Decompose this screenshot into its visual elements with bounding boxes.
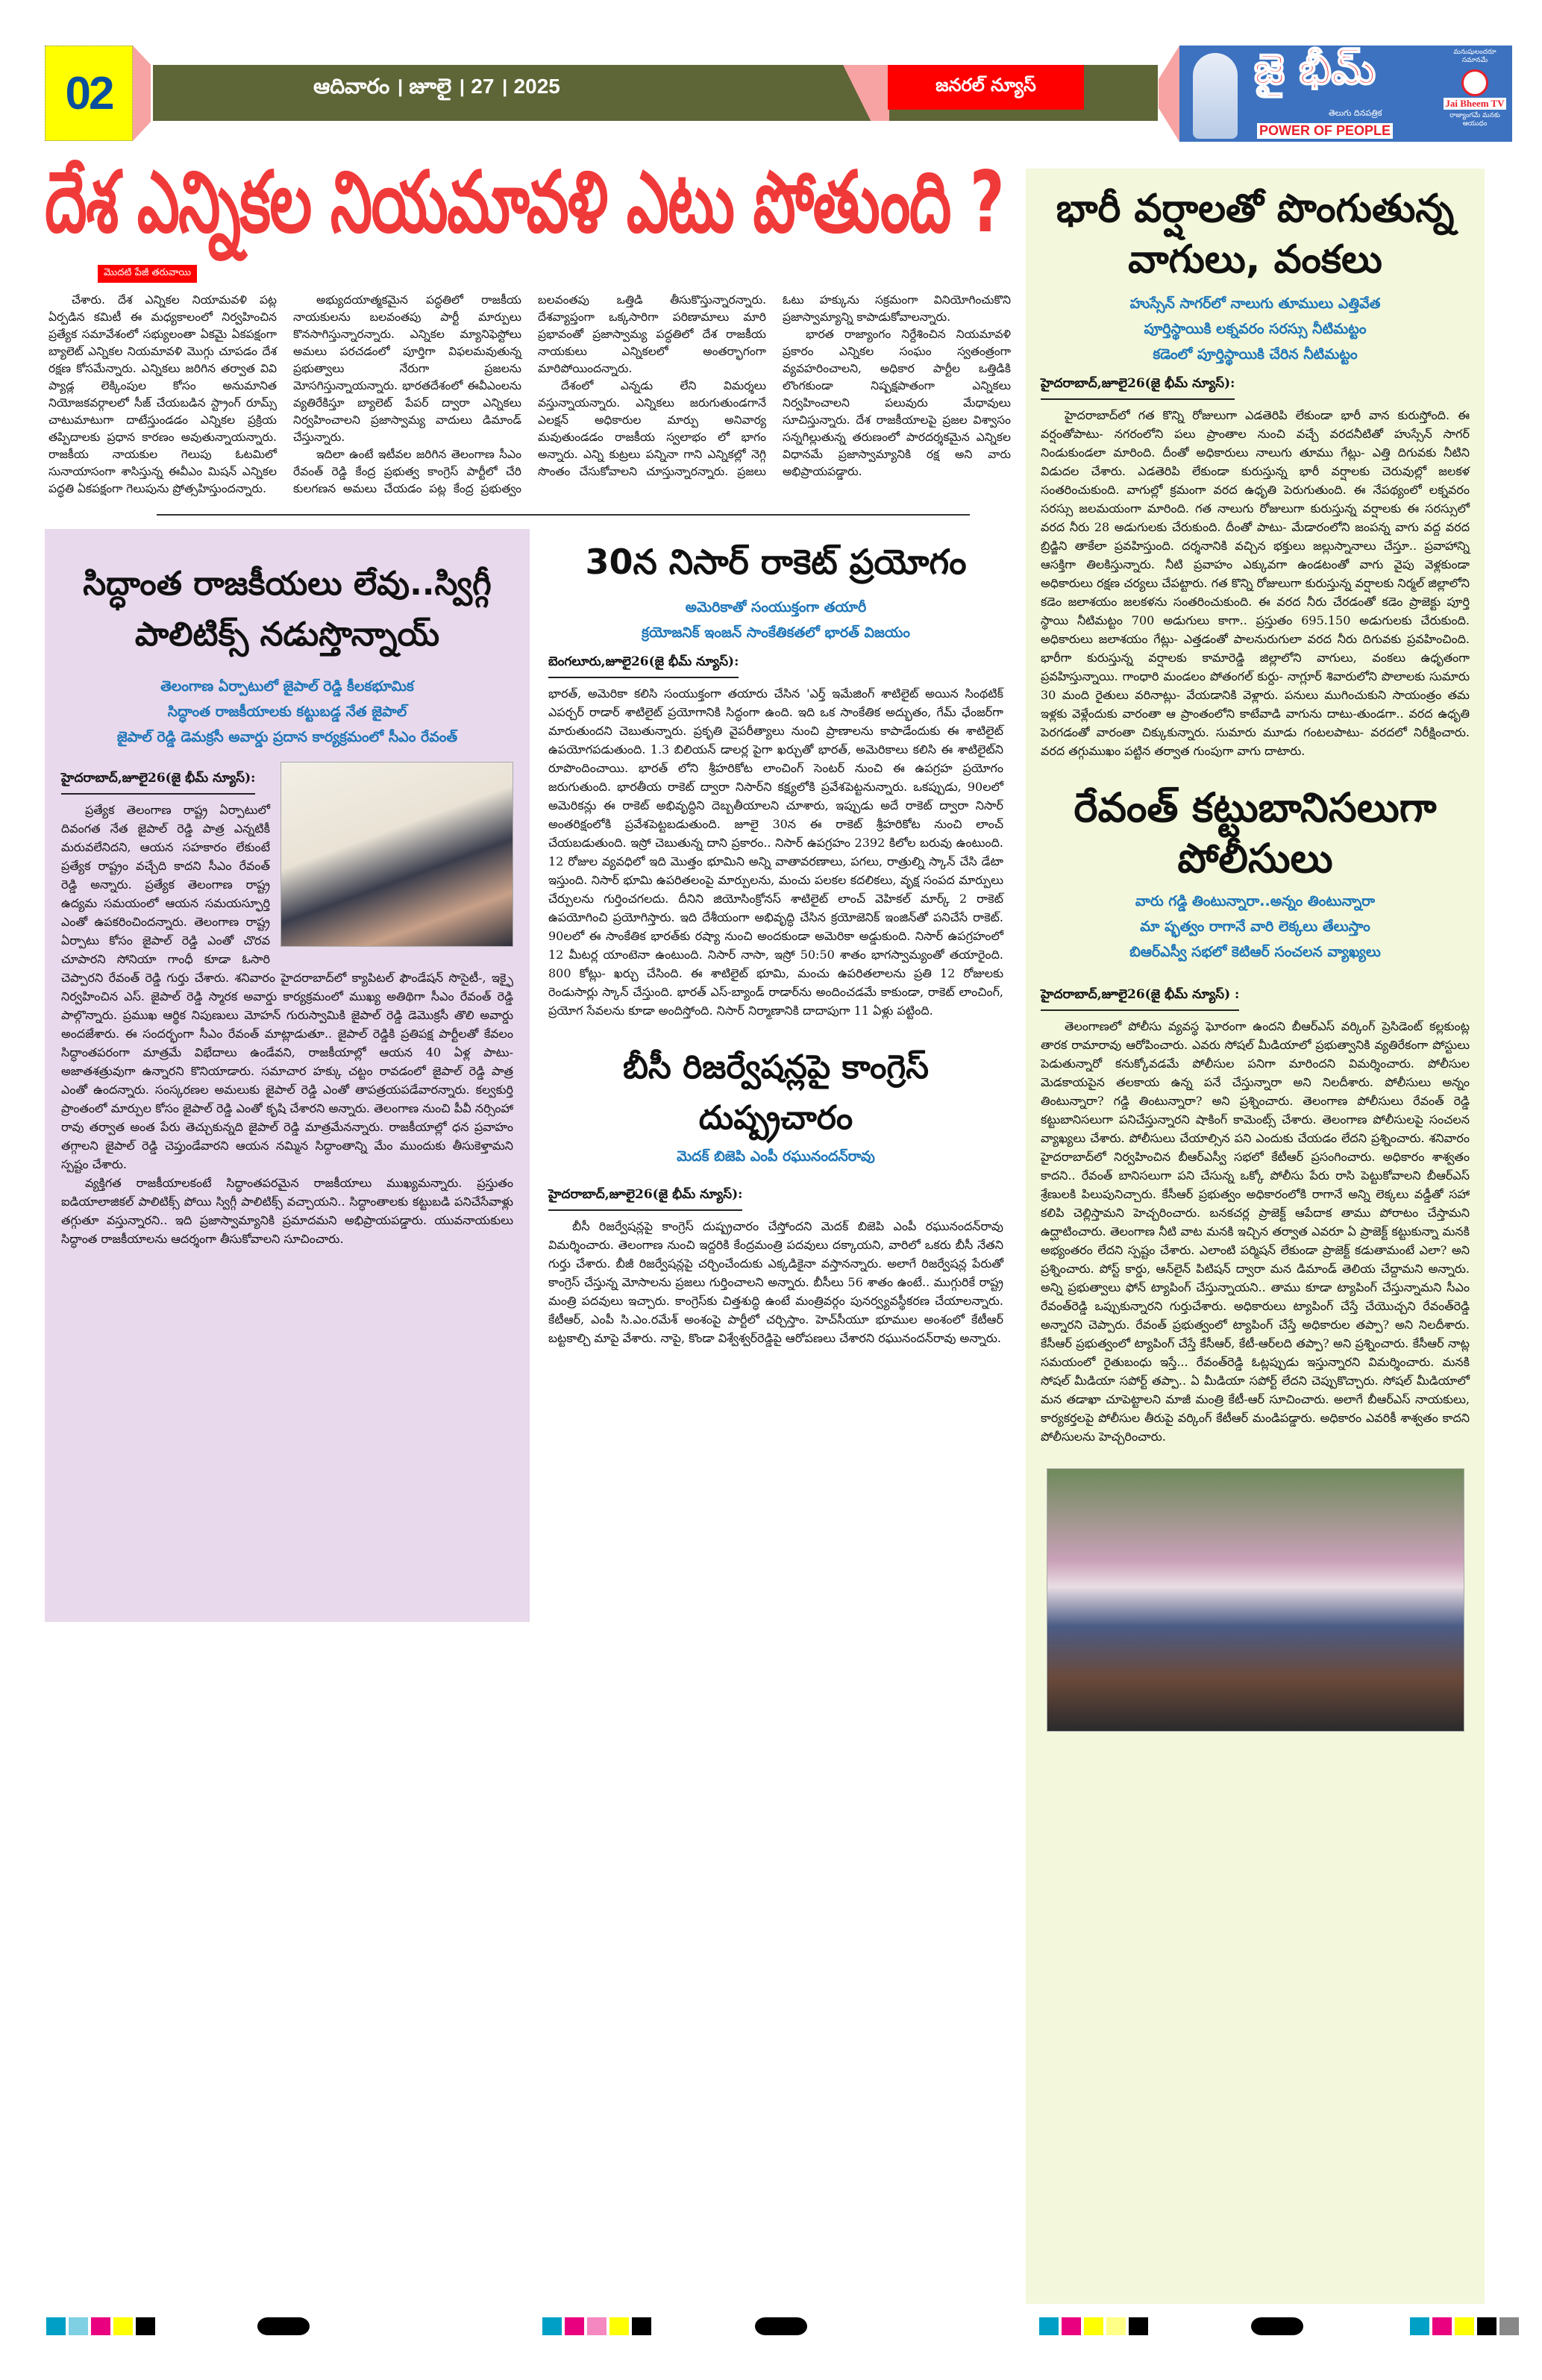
- color-registration-mark: [542, 2317, 651, 2335]
- subhead: అమెరికాతో సంయుక్తంగా తయారీ: [685, 599, 867, 616]
- subhead: జైపాల్ రెడ్డి డెమక్రసీ అవార్డు ప్రదాన కార్యక్రమంలో సీఎం రేవంత్: [116, 729, 458, 745]
- paragraph: భారత రాజ్యాంగం నిర్దేశించిన నియమావళి ప్రకారం ఎన్నికల సంఘం స్వతంత్రంగా వ్యవహరించాలని, అధికార పార్టీల ఒత్తిడికి లొంగకుండా నిష్పక్షపాతంగా ఎన్నికలు నిర్వహించాలని పలువురు మేధావులు సూచిస్తున్నారు. దేశ రాజకీయాలపై ప్రజల విశ్వాసం సన్నగిల్లుతున్న తరుణంలో పారదర్శకమైన ఎన్నికల విధానమే ప్రజాస్వామ్యానికి రక్ష అని వారు అభిప్రాయపడ్డారు.: [783, 328, 1011, 478]
- article-headline: రేవంత్ కట్టుబానిసలుగా పోలీసులు: [1074, 784, 1437, 882]
- page-number: 02: [45, 46, 133, 141]
- nisar-article: [548, 536, 1003, 1020]
- paragraph: దేశంలో ఎన్నడు లేని విమర్శలు వస్తున్నాయన్నారు. ఎన్నికలు జరుగుతుండగానే ఎలక్షన్ అధికారుల మార్పు అనివార్య మవుతుండడం రాజకీయ స్వలాభం లో భాగం అన్నారు. ఎన్ని కుట్రలు పన్నినా గాని ఎన్నికల్లో నెగ్గి సొంతం చేసుకోవాలని చూస్తున్నారన్నారు. ప్రజలు ఓటు హక్కును సక్రమంగా వినియోగించుకొని ప్రజాస్వామ్యాన్ని కాపాడుకోవాలన్నారు.: [538, 293, 1011, 478]
- main-headline: దేశ ఎన్నికల నియమావళి ఎటు పోతుంది ?: [45, 153, 1003, 252]
- dateline: హైదరాబాద్,జూలై26(జై భీమ్ న్యూస్):: [1041, 376, 1235, 400]
- paragraph: భారత్, అమెరికా కలిసి సంయుక్తంగా తయారు చేసిన 'ఎర్త్ ఇమేజింగ్ శాటిలైట్ అయిన సింథటిక్ ఎపర్చర్ రాడార్ శాటిలైట్ ప్రయోగానికి సిద్ధంగా ఉంది. ఇది ఒక సాంకేతిక అద్భుతం, గేమ్ ఛేంజర్‌గా మారుతుందని చెబుతున్నారు. ప్రకృతి వైపరీత్యాలు నుంచి ప్రాణాలను కాపాడేందుకు ఈ శాటిలైట్ ఉపయోగపడుతుంది. 1.3 బిలియన్ డాలర్ల పైగా ఖర్చుతో భారత్, అమెరికాలు కలిసి ఈ శాటిలైట్‌ని రూపొందించాయి. భారత్ లోని శ్రీహరికోట లాంచింగ్ సెంటర్ నుంచి ఈ ఉపగ్రహ ప్రయోగం జరుగుతుంది. భారతీయ రాకెట్ ద్వారా నిసార్‌ని కక్ష్యలోకి ప్రవేశపెట్టనున్నారు. ఒకప్పుడు, 90లలో అమెరికన్లు ఈ రాకెట్ అభివృద్ధిని దెబ్బతీయాలని చూశారు, ఇప్పుడు అదే రాకెట్ ద్వారా నిసార్ అంతరిక్షంలోకి ప్రవేశపెట్టబడుతుంది. జూలై 30న ఈ రాకెట్ శ్రీహరికోట నుంచి లాంచ్ చేయబడుతుంది. ఇస్రో చెబుతున్న దాని ప్రకారం.. నిసార్ ఉపగ్రహం 2392 కిలోల బరువు ఉంటుంది. 12 రోజుల వ్యవధిలో ఇది మొత్తం భూమిని అన్ని వాతావరణాలు, పగలు, రాత్రుల్ని స్కాన్ చేసి డేటా ఇస్తుంది. నిసార్ భూమి ఉపరితలంపై మార్పులను, మంచు పలకల కదలికలు, వృక్ష సంపద మార్పులు చేర్పులను గుర్తించగలదు. దీనిని జియోసింక్రోనస్ శాటిలైట్ లాంచ్ వెహికల్ మార్క్ 2 రాకెట్ ఉపయోగించి ప్రయోగిస్తారు. ఇది దేశీయంగా అభివృద్ధి చేసిన క్రయోజెనిక్ ఇంజిన్‌తో పనిచేసే రాకెట్. 90లలో ఈ సాంకేతిక భారత్‌కు రష్యా నుంచి అందకుండా అమెరికా అడ్డుకుంది. నిసార్ ఉపగ్రహంలో 12 మీటర్ల యాంటెనా ఉంటుంది. నిసార్ నాసా, ఇస్రో 50:50 శాతం భాగస్వామ్యంతో తయారైంది. 800 కోట్లు- ఖర్చు చేసింది. ఈ శాటిలైట్ భూమి, మంచు ఉపరితలాలను ప్రతి 12 రోజులకు రెండుసార్లు స్కాన్ చేస్తుంది. భారత్ ఎస్-బ్యాండ్ రాడార్‌ను అందించడమే కాకుండా, రాకెట్ లాంచింగ్, ప్రయోగ సేవలను కూడా అందిస్తోంది. నిసార్ నిర్మాణానికి దాదాపుగా 11 ఏళ్లు పట్టింది.: [548, 686, 1003, 1018]
- color-registration-mark: [1039, 2317, 1148, 2335]
- rain-article: [1041, 184, 1470, 760]
- registration-target: [257, 2317, 310, 2335]
- dateline: హైదరాబాద్,జూలై26(జై భీమ్ న్యూస్):: [61, 771, 255, 795]
- logo-side-bottom: రాజ్యాంగమే మనకు ఆయుధం: [1449, 112, 1500, 128]
- issue-date: ఆదివారం । జూలై । 27 । 2025: [313, 75, 560, 98]
- subhead: మెదక్ బిజెపి ఎంపీ రఘునందన్‌రావు: [677, 1148, 875, 1165]
- paragraph: ప్రత్యేక తెలంగాణ రాష్ట్ర ఏర్పాటులో దివంగత నేత జైపాల్ రెడ్డి పాత్ర ఎన్నటికీ మరువలేనిదని, ఆయన సహకారం లేకుంటే ప్రత్యేక రాష్ట్రం వచ్చేది కాదని సీఎం రేవంత్ రెడ్డి అన్నారు. ప్రత్యేక తెలంగాణ రాష్ట్ర ఉద్యమ సమయంలో ఆయన సమయస్ఫూర్తి ఎంతో ఉపకరించిందన్నారు. తెలంగాణ రాష్ట్ర ఏర్పాటు కోసం జైపాల్ రెడ్డి ఎంతో చొరవ చూపారని సోనియా గాంధీ కూడా ఓసారి చెప్పారని రేవంత్ రెడ్డి గుర్తు చేశారు. శనివారం హైదరాబాద్‌లో క్యాపిటల్ ఫౌండేషన్ సొసైటీ-, ఇక్ఫై నిర్వహించిన ఎస్. జైపాల్ రెడ్డి స్మారక అవార్డు కార్యక్రమంలో ముఖ్య అతిథిగా సీఎం రేవంత్ రెడ్డి పాల్గొన్నారు. ప్రముఖ ఆర్థిక నిపుణులు మోహన్ గురుస్వామికి జైపాల్ రెడ్డి డెమొక్రసీ తొలి అవార్డు అందజేశారు. ఈ సందర్భంగా సీఎం రేవంత్ మాట్లాడుతూ.. జైపాల్ రెడ్డికి ప్రతిపక్ష పార్టీలతో కేవలం సిద్ధాంతపరంగా మాత్రమే విభేదాలు ఉండేవని, రాజకీయాల్లో ఆయన 40 ఏళ్ల పాటు- అజాతశత్రువుగా ఉన్నారని కొనియాడారు. సమాచార హక్కు చట్టం రావడంలో జైపాల్ రెడ్డి పాత్ర ఎంతో ఉందన్నారు. సంస్కరణల అమలుకు జైపాల్ రెడ్డి ఎంతో తాపత్రయపడేవారన్నారు. కల్వకుర్తి ప్రాంతంలో మార్పుల కోసం జైపాల్ రెడ్డి ఎంతో కృషి చేశారని అన్నారు. తెలంగాణ నుంచి పీవీ నర్సింహా రావు తర్వాత అంత పేరు తెచ్చుకున్నది జైపాల్ రెడ్డి మాత్రమేనన్నారు. రాజకీయాల్లో ధన ప్రవాహం తగ్గాలని జైపాల్ రెడ్డి చెప్తుండేవారని ఆయన నమ్మిన సిద్ధాంతాన్ని మేం ముందుకు తీసుకెళ్తామని స్పష్టం చేశారు.: [61, 803, 513, 1171]
- color-registration-mark: [46, 2317, 155, 2335]
- section-label: జనరల్ న్యూస్: [888, 65, 1084, 110]
- right-column: [1026, 169, 1485, 2304]
- logo-side: [1441, 48, 1509, 128]
- paragraph: ఇదిలా ఉంటే ఇటీవల జరిగిన తెలంగాణ సీఎం రేవంత్ రెడ్డి కేంద్ర ప్రభుత్వ కాంగ్రెస్ పార్టీలో చేరి కులగణన అమలు చేయడం పట్ల కేంద్ర ప్రభుత్వం బలవంతపు ఒత్తిడి తీసుకొస్తున్నారన్నారు. దేశవ్యాప్తంగా ఒక్కసారిగా పరిణామాలు మారి ప్రభావంతో ప్రజాస్వామ్య పద్ధతిలో దేశ రాజకీయ నాయకులు ఎన్నికలలో అంతర్భాగంగా మారిపోయిందన్నారు.: [293, 293, 766, 495]
- subhead: పూర్తిస్థాయికి లక్నవరం సరస్సు నీటిమట్టం: [1144, 321, 1367, 337]
- subhead: సిద్ధాంత రాజకీయాలకు కట్టుబడ్డ నేత జైపాల్: [167, 704, 407, 720]
- swiggy-article: [45, 529, 530, 1622]
- subhead: కడెంలో పూర్తిస్థాయికి చేరిన నీటిమట్టం: [1153, 346, 1358, 363]
- color-registration-mark: [1410, 2317, 1519, 2335]
- paragraph: అభ్యుదయాత్మకమైన పద్ధతిలో రాజకీయ నాయకులను బలవంతపు పార్టీ మార్పులు కొనసాగిస్తున్నారన్నారు. ఎన్నికల మ్యానిఫెస్టోలు అమలు పరచడంలో పూర్తిగా విఫలమవుతున్న ప్రభుత్వాలు నేరుగా ప్రజలను మోసగిస్తున్నాయన్నారు. భారతదేశంలో ఈవీఎంలను వ్యతిరేకిస్తూ బ్యాలెట్ పేపర్ ద్వారా ఎన్నికలు నిర్వహించాలని ప్రజాస్వామ్య వాదులు డిమాండ్ చేస్తున్నారు.: [293, 293, 521, 444]
- dateline: హైదరాబాద్,జూలై26(జై భీమ్ న్యూస్) :: [1041, 987, 1239, 1011]
- article-headline: సిద్ధాంత రాజకీయలు లేవు..స్విగ్గీ పాలిటిక్స్ నడుస్తొన్నాయ్: [83, 565, 492, 654]
- logo-tagline: తెలుగు దినపత్రిక: [1329, 108, 1382, 118]
- bottom-row: [45, 529, 1011, 1622]
- registration-target: [755, 2317, 807, 2335]
- continued-tag: మొదటి పేజీ తరువాయి: [98, 265, 197, 283]
- logo-side-top: మనుషులందరూ సమానమే: [1453, 48, 1496, 64]
- article-headline: బీసీ రిజర్వేషన్లపై కాంగ్రెస్ దుష్ప్రచారం: [622, 1048, 929, 1137]
- logo-tv: Jai Bheem TV: [1445, 98, 1505, 109]
- main-article-body: [48, 292, 1011, 498]
- main-headline-wrap: [45, 153, 1007, 265]
- logo-slogan: POWER OF PEOPLE: [1257, 123, 1393, 139]
- left-area: [45, 153, 1011, 1622]
- tv-emblem-icon: [1461, 69, 1488, 96]
- newspaper-logo: [1179, 46, 1512, 142]
- paragraph: తెలంగాణలో పోలీసు వ్యవస్థ ఘోరంగా ఉందని బీఆర్ఎస్ వర్కింగ్ ప్రెసిడెంట్ కల్లకుంట్ల తారక రామారావు ఆరోపించారు. ఎవరు సోషల్ మీడియాలో ప్రభుత్వానికి వ్యతిరేకంగా పోస్టులు పెడుతున్నారో కనుక్కోవడమే పోలీసుల పనిగా మారిందని విమర్శించారు. పోలీసుల మెడకాయపైన తలకాయ ఉన్న పనే చేస్తున్నారా అని నిలదీశారు. పోలీసులు అన్నం తింటున్నారా? గడ్డి తింటున్నారా? అని ప్రశ్నించారు. తెలంగాణ పోలీసులు రేవంత్ రెడ్డి కట్టుబానిసలుగా పనిచేస్తున్నారని షాకింగ్ కామెంట్స్ చేశారు. తెలంగాణ పోలీసులపై సంచలన వ్యాఖ్యలు చేశారు. పోలీసులు చేయాల్సిన పని ఎందుకు చేయడం లేదని ప్రశ్నించారు. శనివారం హైదరాబాద్‌లో నిర్వహించిన బీఆర్ఎస్వీ సభలో కేటీఆర్ ప్రసంగించారు. అధికారం శాశ్వతం కాదని.. రేవంత్ బానిసలుగా పని చేసున్న ఒక్కో పోలీసు పేరు రాసి పెట్టుకోవాలని బీఆర్ఎస్ శ్రేణులకి పిలుపునిచ్చారు. కేసీఆర్ ప్రభుత్వం అధికారంలోకి రాగానే అన్ని లెక్కలు వడ్డీతో సహా కలిపి చెల్లిస్తామని హెచ్చరించారు. బనకచర్ల ప్రాజెక్ట్ ఆపేదాక తాము పోరాటం చేస్తామని ఉద్ఘాటించారు. తెలంగాణ నీటి వాట మనకి ఇచ్చిన తర్వాత ఎవరూ ఏ ప్రాజెక్ట్ కట్టుకున్నా మనకి అభ్యంతరం లేదని స్పష్టం చేశారు. ఎలాంటి పర్మిషన్ లేకుండా ప్రాజెక్ట్ కడుతామంటే ఎలా? అని ప్రశ్నించారు. పోస్ట్ కార్డు, ఆన్‌లైన్ పిటిషన్ ద్వారా మన డిమాండ్ తెలియ చేద్దామని అన్నారు. అన్ని ప్రభుత్వాలు ఫోన్ ట్యాపింగ్ చేస్తున్నాయని.. తాము కూడా ట్యాపింగ్ చేస్తున్నామని సీఎం రేవంత్‌రెడ్డి ఒప్పుకున్నారని గుర్తుచేశారు. అధికారులు ట్యాపింగ్ చేస్తే చేయొచ్చని రేవంత్‌రెడ్డి అన్నారని చెప్పారు. రేవంత్ ప్రభుత్వంలో ట్యాపింగ్ చేస్తే అధికారుల తప్పా? అని నిలదీశారు. కేసీఆర్ ప్రభుత్వంలో ట్యాపింగ్ చేస్తే కేసీఆర్, కేటీ-ఆర్‌లది తప్పా? అని ప్రశ్నించారు. కేసీఆర్ నాట్ల సమయంలో రైతుబంధు ఇస్తే... రేవంత్‌రెడ్డి ఓట్లప్పుడు ఇస్తున్నారని విమర్శించారు. మనకి సోషల్ మీడియా సపోర్ట్ తప్పా.. ఏ మీడియా సపోర్ట్ లేదని చెప్పుకొచ్చారు. సోషల్ మీడియాలో మన తడాఖా చూపెట్టాలని మాజీ మంత్రి కేటీ-ఆర్ సూచించారు. అలాగే బీఆర్ఎస్ నాయకులు, కార్యకర్తలపై పోలీసుల తీరుపై వర్కింగ్ కేటీఆర్ మండిపడ్డారు. అధికారం ఎవరికీ శాశ్వతం కాదని పోలీసులను హెచ్చరించారు.: [1041, 1019, 1470, 1444]
- subhead: హుస్సేన్ సాగర్‌లో నాలుగు తూములు ఎత్తివేత: [1129, 295, 1381, 312]
- paragraph: వ్యక్తిగత రాజకీయాలకంటే సిద్ధాంతపరమైన రాజకీయాలు ముఖ్యమన్నారు. ప్రస్తుతం ఐడియాలాజికల్ పాలిటిక్స్ పోయి స్విగ్గీ పాలిటిక్స్ వచ్చాయని.. సిద్ధాంతాలకు కట్టుబడి పనిచేసేవాళ్లు తగ్గుతూ వస్తున్నారని.. ఇది ప్రజాస్వామ్యానికి ప్రమాదమని అభిప్రాయపడ్డారు. యువనాయకులు సిద్ధాంత రాజకీయాలను ఆదర్శంగా తీసుకోవాలని సూచించారు.: [61, 1176, 513, 1246]
- subhead: తెలంగాణ ఏర్పాటులో జైపాల్ రెడ్డి కీలకభూమిక: [160, 678, 414, 695]
- divider: [157, 514, 970, 516]
- dateline: హైదరాబాద్,జూలై26(జై భీమ్ న్యూస్):: [548, 1187, 742, 1211]
- bc-reservation-article: [548, 1042, 1003, 1347]
- subhead: క్రయోజనిక్ ఇంజన్ సాంకేతికతలో భారత్ విజయం: [642, 624, 910, 641]
- article-headline: భారీ వర్షాలతో పొంగుతున్న వాగులు, వంకలు: [1056, 187, 1455, 282]
- paragraph: బీసీ రిజర్వేషన్లపై కాంగ్రెస్ దుష్ప్రచారం చేస్తోందని మెదక్ బిజెపి ఎంపీ రఘునందన్‌రావు విమర్శించారు. తెలంగాణ నుంచి ఇద్దరికి కేంద్రమంత్రి పదవులు దక్కాయని, వారిలో ఒకరు బీసీ నేతని గుర్తు చేశారు. బీజీ రిజర్వేషన్లపై చర్చించేందుకు ఎక్కడికైనా వస్తానన్నారు. అలాగే రిజర్వేషన్ల పేరుతో కాంగ్రెస్ చేస్తున్న మోసాలను ప్రజలు గుర్తించాలని అన్నారు. బీసీలు 56 శాతం ఉంటే.. ముగ్గురికే రాష్ట్ర మంత్రి పదవులు ఇచ్చారు. కాంగ్రెస్‌కు చిత్తశుద్ధి ఉంటే మంత్రివర్గం పునర్వ్యవస్థీకరణ చేయాలన్నారు. కేటీఆర్, ఎంపీ సి.ఎం.రమేశ్ అంశంపై పార్టీలో చర్చిస్తాం. హెచ్‌సీయూ భూముల అంశంలో కేటీఆర్ బట్టకాల్చి మాపై వేశారు. నాపై, కొండా విశ్వేశ్వర్‌రెడ్డిపై ఆరోపణలు చేశారని రఘునందన్‌రావు అన్నారు.: [548, 1219, 1003, 1345]
- subhead: బిఆర్ఎస్వీ సభలో కెటిఆర్ సంచలన వ్యాఖ్యలు: [1129, 944, 1381, 960]
- award-ceremony-photo: [280, 762, 513, 947]
- ktr-rally-photo: [1047, 1468, 1464, 1732]
- police-article: [1041, 783, 1470, 1446]
- dateline: బెంగలూరు,జూలై26(జై భీమ్ న్యూస్):: [548, 654, 739, 678]
- article-headline: 30న నిసార్ రాకెట్ ప్రయోగం: [585, 542, 967, 582]
- page-number-arrow: [133, 46, 151, 141]
- paragraph: చేశారు. దేశ ఎన్నికల నియామవళి పట్ల ఏర్పడిన కమిటీ ఈ మధ్యకాలంలో నిర్వహించిన ప్రత్యేక సమావేశంలో సభ్యులంతా ఏకమై ఏకపక్షంగా బ్యాలెట్ ఎన్నికల నియమావళి మొగ్గు చూపడం దేశ రక్షణ కోసమేన్నారు. ఎన్నికలు జరిగిన తర్వాత వివి ప్యాడ్ల లెక్కింపుల కోసం అనుమానిత నియోజకవర్గాలలో సీజ్ చేయబడిన స్ట్రాంగ్ రూమ్స్ చాటుమాటుగా దాటేస్తుండడం ఎన్నికల ప్రక్రియ తప్పిదాలకు ప్రధాన కారణం అవుతున్నాయన్నారు. రాజకీయ నాయకుల గెలుపు ఓటమిలో సునాయాసంగా శాసిస్తున్న ఈవీఎం మిషన్ ఎన్నికల పద్ధతి ఏకపక్షంగా గెలుపును ప్రోత్సహిస్తుందన్నారు.: [48, 293, 277, 495]
- logo-arrow: [1159, 46, 1179, 142]
- subhead: మా ప్భత్వం రాగానే వారి లెక్కలు తేలుస్తాం: [1140, 918, 1370, 935]
- logo-name: జై భీమ్: [1254, 46, 1376, 94]
- paragraph: హైదరాబాద్‌లో గత కొన్ని రోజులుగా ఎడతెరిపి లేకుండా భారీ వాన కురుస్తోంది. ఈ వర్షంతోపాటు- నగరంలోని పలు ప్రాంతాల నుంచి వచ్చే వరదనీటితో హుస్సేన్ సాగర్ నిండుకుండలా మారింది. దీంతో అధికారులు నాలుగు తూము గేట్లు- ఎత్తి దిగువకు నీటిని విడుదల చేశారు. ఎడతెరిపి లేకుండా కురుస్తున్న భారీ వర్షాలకు చెరువుల్లో జలకళ సంతరించుకుంది. వాగుల్లో క్రమంగా వరద ఉధృతి పెరుగుతుంది. ఈ నేపథ్యంలో లక్నవరం సరస్సు జలమయంగా మారింది. గత నాలుగు రోజులుగా కురుస్తున్న వర్షాలకు ఈ సరస్సులో వరద నీరు 28 అడుగులకు చేరుకుంది. దీంతో పాటు- మేడారంలోని జంపన్న వాగు వద్ద వరద బ్రిడ్జిని తాకేలా ప్రవహిస్తుంది. దర్శనానికి వచ్చిన భక్తులు జల్లుస్నానాలు చేస్తూ.. ప్రవాహాన్ని ఆసక్తిగా తిలకిస్తున్నారు. నీటి ప్రవాహం ఎక్కువగా ఉండటంతో వాగు వైపు వెళ్లకుండా అధికారులు రక్షణ చర్యలు చేపట్టారు. గత కొన్ని రోజులుగా కురుస్తున్న వర్షాలకు నిర్మల్ జిల్లాలోని కడెం జలాశయం జలకళను సంతరించుకుంది. ఈ వరద నీరు చేరడంతో కడెం ప్రాజెక్టు పూర్తి స్థాయి నీటిమట్టం 700 అడుగులు కాగా.. ప్రస్తుతం 695.150 అడుగులకు చేరుకుంది. అధికారులు జలాశయం గేట్లు- ఎత్తడంతో పాలనురుగులా వరద నీరు దిగువకు ప్రవహించింది. భారీగా కురుస్తున్న వర్షాలకు కామారెడ్డి జిల్లాలోని వాగులు, వంకలు ఉధృతంగా ప్రవహిస్తున్నాయి. గాంధారి మండలం పోతంగల్ కుర్దు- నాగ్లూర్ శివారులోని పొలాలకు సుమారు 30 మంది రైతులు వరినాట్లు- వేయడానికి వెళ్లారు. పనులు ముగించుకుని సాయంత్రం తమ ఇళ్లకు వెళ్లేందుకు వారంతా ఆ ప్రాంతంలోని కాటేవాడి వాగును దాటు-తుండగా.. వరద ఉధృతి పెరగడంతో వారంతా చిక్కుకున్నారు. సుమారు మూడు గంటలపాటు- వరదలో నిరీక్షించారు. వరద తగ్గుముఖం పట్టిన తర్వాత గుంపుగా వాగు దాటారు.: [1041, 408, 1470, 758]
- subhead: వారు గడ్డి తింటున్నారా..అన్నం తింటున్నారా: [1135, 893, 1376, 909]
- center-column: [541, 529, 1007, 1347]
- registration-target: [1251, 2317, 1303, 2335]
- ambedkar-portrait: [1193, 53, 1238, 139]
